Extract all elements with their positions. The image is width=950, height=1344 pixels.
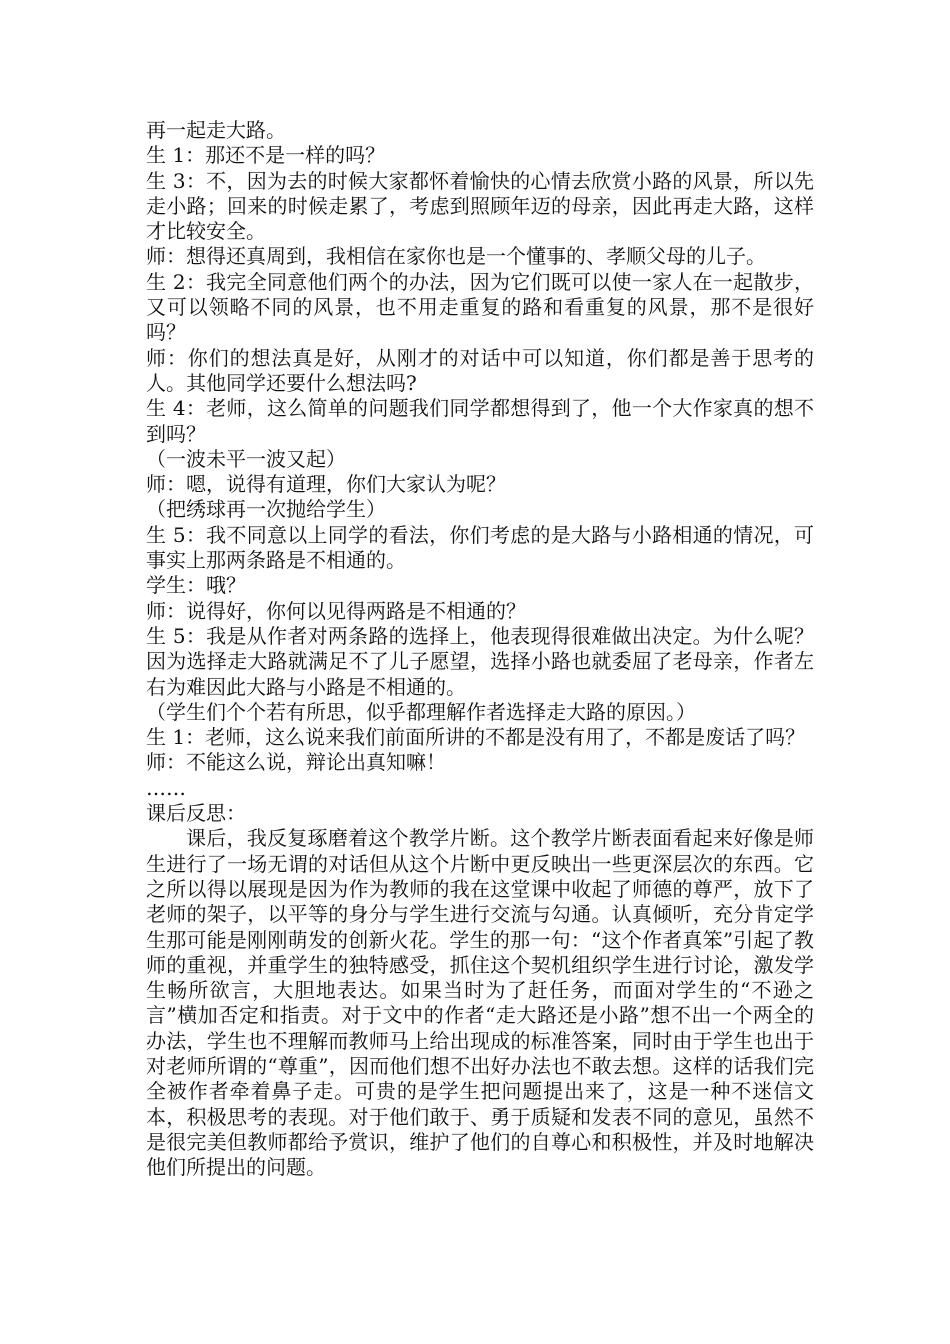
dialogue-line: 生 2：我完全同意他们两个的办法，因为它们既可以使一家人在一起散步，又可以领略不同的风景，也不用走重复的路和看重复的风景，那不是很好吗？ [146,269,814,345]
dialogue-line: 生 1：老师，这么说来我们前面所讲的不都是没有用了，不都是废话了吗？ [146,725,806,750]
dialogue-line: 师：说得好，你何以见得两路是不相通的？ [146,598,526,623]
dialogue-line: 生 4：老师，这么简单的问题我们同学都想得到了，他一个大作家真的想不到吗？ [146,396,814,446]
dialogue-line: 生 5：我是从作者对两条路的选择上，他表现得很难做出决定。为什么呢？因为选择走大路就满足不了儿子愿望，选择小路也就委屈了老母亲，作者左右为难因此大路与小路是不相通的。 [146,623,814,699]
dialogue-line: 师：不能这么说，辩论出真知嘛！ [146,750,446,775]
dialogue-line: 师：想得还真周到，我相信在家你也是一个懂事的、孝顺父母的儿子。 [146,244,766,269]
dialogue-line: 生 3：不，因为去的时候大家都怀着愉快的心情去欣赏小路的风景，所以先走小路；回来的时候走累了，考虑到照顾年迈的母亲，因此再走大路，这样才比较安全。 [146,168,814,244]
reflection-heading: 课后反思： [146,801,246,826]
dialogue-line: 生 5：我不同意以上同学的看法，你们考虑的是大路与小路相通的情况，可事实上那两条路是不相通的。 [146,522,814,573]
dialogue-line: 师：嗯，说得有道理，你们大家认为呢？ [146,472,506,497]
document-body [146,118,814,1180]
dialogue-line: 师：你们的想法真是好，从刚才的对话中可以知道，你们都是善于思考的人。其他同学还要什么想法吗? [146,345,814,395]
stage-note: （学生们个个若有所思，似乎都理解作者选择走大路的原因。） [146,699,696,724]
dialogue-line: 再一起走大路。 [146,118,286,142]
ellipsis-line: …… [146,775,186,800]
stage-note: （把绣球再一次抛给学生） [146,497,386,522]
reflection-paragraph: 课后，我反复琢磨着这个教学片断。这个教学片断表面看起来好像是师生进行了一场无谓的对话但从这个片断中更反映出一些更深层次的东西。它之所以得以展现是因为作为教师的我在这堂课中收起了师德的尊严，放下了老师的架子，以平等的身分与学生进行交流与勾通。认真倾听，充分肯定学生那可能是刚刚萌发的创新火花。学生的那一句：“这个作者真笨”引起了教师的重视，并重学生的独特感受，抓住这个契机组织学生进行讨论，激发学生畅所欲言，大胆地表达。如果当时为了赶任务，而面对学生的“不逊之言”横加否定和指责。对于文中的作者“走大路还是小路”想不出一个两全的办法，学生也不理解而教师马上给出现成的标准答案，同时由于学生也出于对老师所谓的“尊重”，因而他们想不出好办法也不敢去想。这样的话我们完全被作者牵着鼻子走。可贵的是学生把问题提出来了，这是一种不迷信文本，积极思考的表现。对于他们敢于、勇于质疑和发表不同的意见，虽然不是很完美但教师都给予赏识，维护了他们的自尊心和积极性，并及时地解决他们所提出的问题。 [146,826,814,1180]
dialogue-line: 生 1：那还不是一样的吗？ [146,143,386,168]
stage-note: （一波未平一波又起） [146,446,346,471]
dialogue-line: 学生：哦？ [146,573,246,598]
